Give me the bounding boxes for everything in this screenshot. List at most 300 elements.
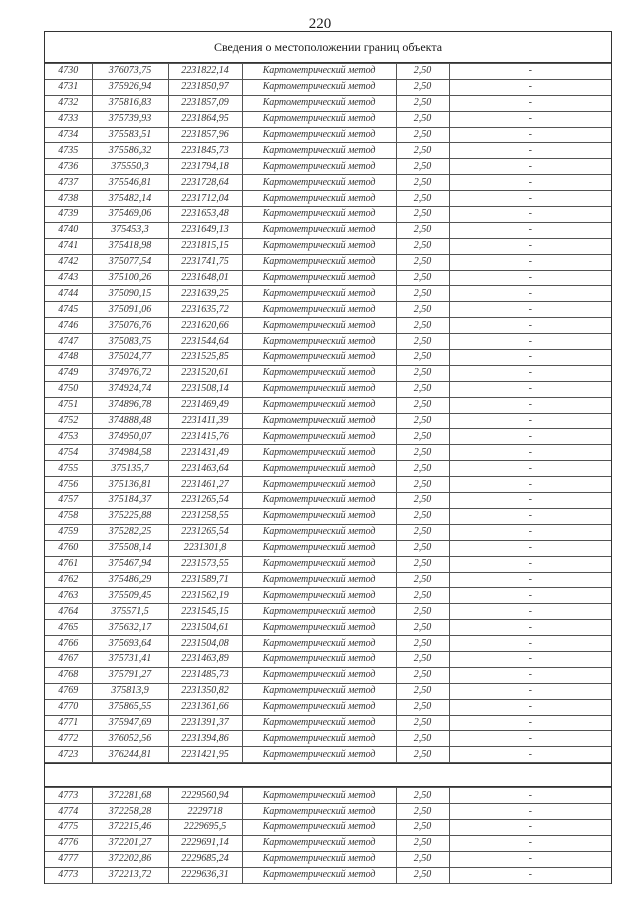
cell-description: - [449,270,611,286]
cell-point-number: 4737 [45,175,92,191]
cell-coord-y: 2231431,49 [168,445,242,461]
cell-coord-x: 375791,27 [92,667,168,683]
cell-coord-x: 375076,76 [92,318,168,334]
table-row [45,381,611,397]
cell-point-number: 4723 [45,747,92,763]
cell-accuracy: 2,50 [396,350,449,366]
cell-coord-x: 375184,37 [92,493,168,509]
cell-point-number: 4749 [45,365,92,381]
cell-description: - [449,350,611,366]
cell-point-number: 4772 [45,731,92,747]
cell-description: - [449,64,611,80]
table-row [45,79,611,95]
cell-description: - [449,747,611,763]
cell-coord-y: 2231508,14 [168,381,242,397]
cell-accuracy: 2,50 [396,851,449,867]
cell-method: Картометрический метод [242,461,396,477]
cell-coord-x: 375508,14 [92,540,168,556]
table-title: Сведения о местоположении границ объекта [45,32,611,63]
cell-coord-y: 2231850,97 [168,79,242,95]
cell-point-number: 4731 [45,79,92,95]
cell-accuracy: 2,50 [396,207,449,223]
cell-coord-x: 375282,25 [92,524,168,540]
cell-description: - [449,127,611,143]
cell-method: Картометрический метод [242,429,396,445]
cell-coord-x: 374896,78 [92,397,168,413]
cell-description: - [449,381,611,397]
cell-point-number: 4733 [45,111,92,127]
cell-method: Картометрический метод [242,636,396,652]
cell-coord-x: 372213,72 [92,867,168,883]
table-row [45,95,611,111]
cell-accuracy: 2,50 [396,620,449,636]
cell-accuracy: 2,50 [396,556,449,572]
cell-description: - [449,788,611,804]
table-row [45,222,611,238]
table-row [45,302,611,318]
cell-method: Картометрический метод [242,556,396,572]
cell-description: - [449,445,611,461]
table-row [45,413,611,429]
cell-method: Картометрический метод [242,588,396,604]
cell-coord-y: 2231545,15 [168,604,242,620]
cell-accuracy: 2,50 [396,143,449,159]
table-row [45,64,611,80]
cell-method: Картометрический метод [242,819,396,835]
cell-coord-x: 375816,83 [92,95,168,111]
cell-method: Картометрический метод [242,731,396,747]
cell-coord-y: 2229560,94 [168,788,242,804]
table-row [45,334,611,350]
cell-coord-y: 2231265,54 [168,524,242,540]
cell-accuracy: 2,50 [396,286,449,302]
cell-coord-x: 372201,27 [92,835,168,851]
cell-description: - [449,175,611,191]
table-row [45,445,611,461]
table-row [45,207,611,223]
table-row [45,143,611,159]
cell-point-number: 4744 [45,286,92,302]
table-row [45,620,611,636]
cell-method: Картометрический метод [242,318,396,334]
table-row [45,127,611,143]
table-row [45,238,611,254]
cell-coord-y: 2229718 [168,804,242,820]
cell-method: Картометрический метод [242,620,396,636]
cell-coord-x: 375467,94 [92,556,168,572]
table-row [45,477,611,493]
cell-method: Картометрический метод [242,175,396,191]
cell-coord-y: 2231857,96 [168,127,242,143]
cell-coord-x: 375739,93 [92,111,168,127]
table-row [45,867,611,883]
cell-coord-x: 375091,06 [92,302,168,318]
cell-coord-y: 2229695,5 [168,819,242,835]
cell-accuracy: 2,50 [396,835,449,851]
cell-coord-y: 2231741,75 [168,254,242,270]
cell-description: - [449,699,611,715]
cell-method: Картометрический метод [242,159,396,175]
table-row [45,524,611,540]
table-row [45,493,611,509]
cell-method: Картометрический метод [242,64,396,80]
cell-coord-x: 372258,28 [92,804,168,820]
cell-accuracy: 2,50 [396,365,449,381]
cell-coord-y: 2231639,25 [168,286,242,302]
table-row [45,429,611,445]
cell-description: - [449,651,611,667]
table-row [45,540,611,556]
cell-method: Картометрический метод [242,788,396,804]
boundary-table-group-2 [45,787,611,883]
cell-accuracy: 2,50 [396,540,449,556]
cell-description: - [449,334,611,350]
cell-description: - [449,79,611,95]
cell-coord-x: 375418,98 [92,238,168,254]
cell-coord-x: 375225,88 [92,508,168,524]
cell-coord-y: 2231589,71 [168,572,242,588]
cell-accuracy: 2,50 [396,588,449,604]
cell-coord-x: 374888,48 [92,413,168,429]
cell-point-number: 4735 [45,143,92,159]
cell-description: - [449,667,611,683]
cell-method: Картометрический метод [242,270,396,286]
cell-method: Картометрический метод [242,143,396,159]
table-row [45,461,611,477]
cell-accuracy: 2,50 [396,445,449,461]
table-row [45,111,611,127]
boundary-table-group-1 [45,63,611,763]
cell-coord-x: 375077,54 [92,254,168,270]
cell-point-number: 4773 [45,867,92,883]
table-row [45,588,611,604]
cell-coord-y: 2231461,27 [168,477,242,493]
cell-coord-y: 2231562,19 [168,588,242,604]
cell-method: Картометрический метод [242,127,396,143]
cell-description: - [449,365,611,381]
cell-accuracy: 2,50 [396,111,449,127]
cell-accuracy: 2,50 [396,238,449,254]
cell-accuracy: 2,50 [396,461,449,477]
cell-method: Картометрический метод [242,851,396,867]
cell-description: - [449,461,611,477]
cell-description: - [449,867,611,883]
cell-accuracy: 2,50 [396,413,449,429]
cell-description: - [449,731,611,747]
cell-coord-x: 374976,72 [92,365,168,381]
cell-method: Картометрический метод [242,365,396,381]
cell-method: Картометрический метод [242,413,396,429]
cell-method: Картометрический метод [242,715,396,731]
page-number: 220 [308,16,332,32]
cell-method: Картометрический метод [242,835,396,851]
cell-accuracy: 2,50 [396,127,449,143]
table-row [45,159,611,175]
cell-coord-x: 375571,5 [92,604,168,620]
cell-description: - [449,804,611,820]
cell-accuracy: 2,50 [396,397,449,413]
cell-method: Картометрический метод [242,524,396,540]
cell-point-number: 4742 [45,254,92,270]
table-row [45,175,611,191]
table-row [45,286,611,302]
cell-coord-x: 374984,58 [92,445,168,461]
cell-point-number: 4753 [45,429,92,445]
cell-method: Картометрический метод [242,604,396,620]
cell-accuracy: 2,50 [396,819,449,835]
cell-coord-y: 2231469,49 [168,397,242,413]
cell-point-number: 4776 [45,835,92,851]
table-row [45,350,611,366]
cell-accuracy: 2,50 [396,667,449,683]
cell-coord-x: 372202,86 [92,851,168,867]
cell-method: Картометрический метод [242,207,396,223]
cell-accuracy: 2,50 [396,429,449,445]
cell-point-number: 4738 [45,191,92,207]
cell-coord-x: 375100,26 [92,270,168,286]
cell-coord-x: 375693,64 [92,636,168,652]
cell-accuracy: 2,50 [396,804,449,820]
group-separator [45,763,611,787]
cell-description: - [449,318,611,334]
cell-coord-y: 2231463,89 [168,651,242,667]
table-row [45,651,611,667]
cell-description: - [449,636,611,652]
cell-point-number: 4760 [45,540,92,556]
cell-coord-y: 2231653,48 [168,207,242,223]
cell-accuracy: 2,50 [396,381,449,397]
cell-point-number: 4746 [45,318,92,334]
cell-accuracy: 2,50 [396,636,449,652]
cell-coord-y: 2231411,39 [168,413,242,429]
cell-method: Картометрический метод [242,302,396,318]
cell-point-number: 4769 [45,683,92,699]
cell-coord-y: 2231728,64 [168,175,242,191]
cell-accuracy: 2,50 [396,651,449,667]
cell-point-number: 4755 [45,461,92,477]
cell-point-number: 4752 [45,413,92,429]
cell-accuracy: 2,50 [396,159,449,175]
cell-method: Картометрический метод [242,540,396,556]
cell-method: Картометрический метод [242,381,396,397]
cell-accuracy: 2,50 [396,493,449,509]
cell-method: Картометрический метод [242,572,396,588]
cell-coord-y: 2231485,73 [168,667,242,683]
cell-point-number: 4764 [45,604,92,620]
table-row [45,254,611,270]
cell-coord-x: 374950,07 [92,429,168,445]
cell-point-number: 4732 [45,95,92,111]
cell-coord-y: 2231620,66 [168,318,242,334]
cell-coord-x: 376244,81 [92,747,168,763]
cell-accuracy: 2,50 [396,222,449,238]
cell-point-number: 4757 [45,493,92,509]
cell-coord-x: 375865,55 [92,699,168,715]
cell-point-number: 4740 [45,222,92,238]
cell-point-number: 4775 [45,819,92,835]
cell-coord-y: 2231258,55 [168,508,242,524]
cell-method: Картометрический метод [242,191,396,207]
cell-coord-x: 375453,3 [92,222,168,238]
cell-description: - [449,254,611,270]
cell-description: - [449,477,611,493]
cell-method: Картометрический метод [242,79,396,95]
cell-description: - [449,222,611,238]
cell-accuracy: 2,50 [396,715,449,731]
cell-point-number: 4762 [45,572,92,588]
cell-method: Картометрический метод [242,334,396,350]
cell-description: - [449,620,611,636]
cell-method: Картометрический метод [242,254,396,270]
cell-coord-y: 2231712,04 [168,191,242,207]
table-row [45,835,611,851]
cell-point-number: 4748 [45,350,92,366]
cell-accuracy: 2,50 [396,334,449,350]
cell-point-number: 4777 [45,851,92,867]
cell-method: Картометрический метод [242,683,396,699]
cell-accuracy: 2,50 [396,788,449,804]
cell-coord-x: 376073,75 [92,64,168,80]
cell-coord-y: 2231815,15 [168,238,242,254]
cell-description: - [449,429,611,445]
cell-description: - [449,604,611,620]
cell-point-number: 4759 [45,524,92,540]
table-row [45,191,611,207]
cell-method: Картометрический метод [242,111,396,127]
cell-coord-x: 375135,7 [92,461,168,477]
cell-coord-y: 2231794,18 [168,159,242,175]
cell-point-number: 4761 [45,556,92,572]
table-row [45,270,611,286]
cell-accuracy: 2,50 [396,477,449,493]
cell-accuracy: 2,50 [396,867,449,883]
cell-description: - [449,572,611,588]
cell-coord-x: 375486,29 [92,572,168,588]
table-row [45,572,611,588]
cell-method: Картометрический метод [242,397,396,413]
cell-accuracy: 2,50 [396,175,449,191]
cell-coord-x: 375090,15 [92,286,168,302]
table-row [45,604,611,620]
cell-point-number: 4730 [45,64,92,80]
cell-coord-x: 375024,77 [92,350,168,366]
cell-description: - [449,413,611,429]
cell-coord-x: 375731,41 [92,651,168,667]
cell-coord-y: 2229691,14 [168,835,242,851]
cell-coord-y: 2231845,73 [168,143,242,159]
cell-coord-y: 2231350,82 [168,683,242,699]
cell-coord-x: 376052,56 [92,731,168,747]
cell-accuracy: 2,50 [396,524,449,540]
cell-description: - [449,715,611,731]
cell-coord-x: 375469,06 [92,207,168,223]
cell-coord-x: 375550,3 [92,159,168,175]
cell-coord-y: 2231394,86 [168,731,242,747]
cell-method: Картометрический метод [242,867,396,883]
cell-accuracy: 2,50 [396,64,449,80]
cell-coord-x: 375926,94 [92,79,168,95]
cell-accuracy: 2,50 [396,604,449,620]
cell-point-number: 4756 [45,477,92,493]
cell-coord-x: 372281,68 [92,788,168,804]
cell-description: - [449,556,611,572]
table-row [45,636,611,652]
cell-coord-y: 2231822,14 [168,64,242,80]
table-row [45,804,611,820]
cell-accuracy: 2,50 [396,508,449,524]
table-row [45,397,611,413]
cell-accuracy: 2,50 [396,747,449,763]
cell-coord-y: 2231648,01 [168,270,242,286]
cell-method: Картометрический метод [242,493,396,509]
cell-description: - [449,143,611,159]
cell-coord-x: 375482,14 [92,191,168,207]
cell-coord-x: 375583,51 [92,127,168,143]
cell-description: - [449,302,611,318]
cell-method: Картометрический метод [242,350,396,366]
cell-point-number: 4745 [45,302,92,318]
cell-point-number: 4774 [45,804,92,820]
cell-description: - [449,111,611,127]
cell-point-number: 4773 [45,788,92,804]
cell-point-number: 4751 [45,397,92,413]
cell-method: Картометрический метод [242,445,396,461]
cell-coord-y: 2231504,08 [168,636,242,652]
cell-accuracy: 2,50 [396,191,449,207]
table-row [45,667,611,683]
cell-accuracy: 2,50 [396,699,449,715]
cell-description: - [449,238,611,254]
table-row [45,556,611,572]
table-row [45,508,611,524]
cell-point-number: 4768 [45,667,92,683]
table-row [45,788,611,804]
cell-method: Картометрический метод [242,477,396,493]
table-row [45,747,611,763]
cell-coord-y: 2231361,66 [168,699,242,715]
cell-coord-y: 2231649,13 [168,222,242,238]
table-row [45,318,611,334]
cell-coord-x: 375947,69 [92,715,168,731]
cell-description: - [449,191,611,207]
cell-method: Картометрический метод [242,699,396,715]
cell-method: Картометрический метод [242,238,396,254]
cell-method: Картометрический метод [242,667,396,683]
cell-description: - [449,508,611,524]
cell-coord-y: 2231421,95 [168,747,242,763]
cell-point-number: 4771 [45,715,92,731]
cell-coord-x: 375083,75 [92,334,168,350]
cell-accuracy: 2,50 [396,302,449,318]
cell-accuracy: 2,50 [396,683,449,699]
cell-coord-y: 2231504,61 [168,620,242,636]
cell-description: - [449,540,611,556]
cell-coord-y: 2231635,72 [168,302,242,318]
cell-coord-x: 374924,74 [92,381,168,397]
cell-coord-x: 375586,32 [92,143,168,159]
cell-coord-y: 2231301,8 [168,540,242,556]
cell-point-number: 4741 [45,238,92,254]
cell-coord-y: 2229685,24 [168,851,242,867]
cell-coord-x: 375813,9 [92,683,168,699]
cell-accuracy: 2,50 [396,318,449,334]
cell-coord-y: 2231544,64 [168,334,242,350]
cell-description: - [449,207,611,223]
cell-point-number: 4770 [45,699,92,715]
cell-coord-y: 2231857,09 [168,95,242,111]
cell-accuracy: 2,50 [396,270,449,286]
cell-point-number: 4736 [45,159,92,175]
